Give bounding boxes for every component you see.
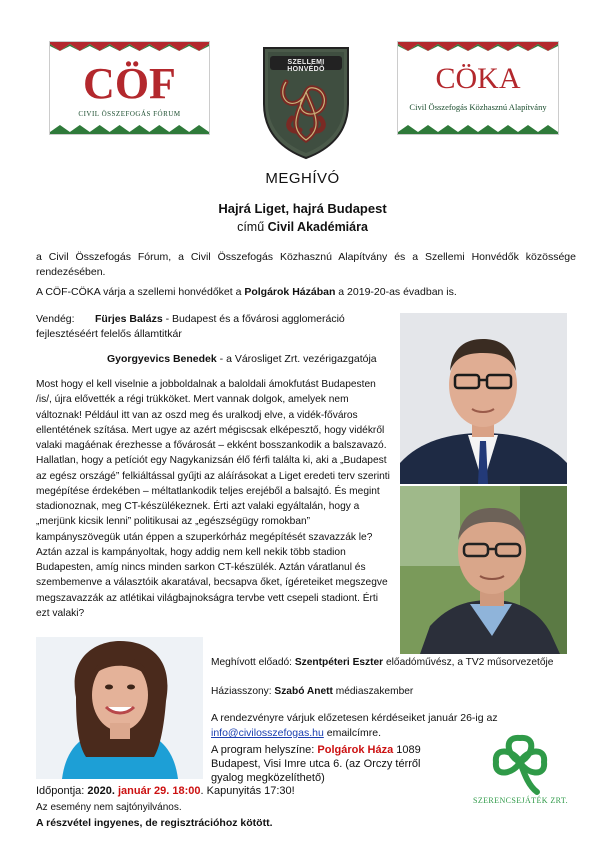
body-line: Most hogy el kell viselnie a jobboldalnak a baloldali ámokfutást Budapesten	[36, 379, 376, 390]
venue-note: gyalog megközelíthető)	[211, 772, 325, 784]
guest1-name: Fürjes Balázs	[94, 313, 163, 325]
portrait-man-glasses-icon	[400, 486, 567, 654]
event-title: Hajrá Liget, hajrá Budapest	[218, 201, 387, 216]
date-pre: Időpontja:	[36, 785, 88, 797]
szellemi-honvedo-logo	[258, 42, 354, 162]
questions-line2: emailcímre.	[323, 727, 381, 739]
body-line: Budapesten, amíg nincs minden sarkon CT-készülék. Aztán váratlanul és	[36, 562, 366, 573]
date-value: január 29. 18:00	[117, 785, 201, 797]
body-text	[36, 377, 396, 621]
date-year: 2020.	[87, 785, 118, 797]
host-line	[211, 685, 581, 699]
questions-line1: A rendezvényre várjuk előzetesen kérdéseiket január 26-ig az	[211, 712, 498, 724]
press-note: Az esemény nem sajtónyilvános.	[36, 802, 182, 813]
body-line: valaki magáénak érezhesse a fővárosát – ekként bosszankodik a balszavazó.	[36, 440, 387, 451]
body-line: ellentétének szítása. Mert ugye az azért mégiscsak elképesztő, hogy vidékről	[36, 424, 385, 436]
zigzag-border-top	[50, 42, 209, 51]
organizers-text: a Civil Összefogás Fórum, a Civil Összefogás Közhasznú Alapítvány és a Szellemi Honvédők közössége rendezésében.	[36, 251, 576, 278]
date-line	[36, 785, 366, 797]
venue-pre: A program helyszíne:	[211, 744, 318, 756]
host-name: Szabó Anett	[274, 686, 333, 697]
coka-logo	[397, 41, 559, 135]
registration-note: A részvétel ingyenes, de regisztrációhoz kötött.	[36, 817, 273, 829]
invite-post: a 2019-20-as évadban is.	[335, 286, 457, 298]
meghivo-title: MEGHÍVÓ	[265, 170, 340, 187]
guest2-photo	[400, 486, 567, 654]
body-line: kampányszövegük után éppen a szuperkórház megépítését szavazzák le?	[36, 531, 373, 543]
coka-subtitle: Civil Összefogás Közhasznú Alapítvány	[409, 102, 547, 112]
szellemi-honvedo-text: SZELLEMI HONVÉDŐ	[287, 59, 325, 73]
body-line: változnak! Például itt van az oszd meg és uralkodj elve, a vidék-főváros	[36, 409, 358, 421]
body-line: /is/, újra elővették a régi trükköket. Mert vannak dolgok, amelyek nem	[36, 394, 349, 406]
guest-2	[107, 352, 397, 366]
presenter-label: Meghívott előadó:	[211, 657, 295, 668]
four-leaf-clover-icon	[463, 728, 578, 796]
szerencsejatek-text: SZERENCSEJÁTÉK ZRT.	[473, 796, 568, 805]
coka-abbr: CÖKA	[435, 62, 521, 95]
host-label: Háziasszony:	[211, 686, 275, 697]
cof-abbr: CÖF	[83, 59, 176, 108]
portrait-woman-icon	[36, 637, 203, 779]
body-line: „merjünk kicsik lenni” politikusai az „egészségügy romokban”	[36, 516, 311, 528]
guest2-role: - a Városliget Zrt. vezérigazgatója	[216, 353, 377, 365]
series-subtitle	[0, 220, 605, 234]
body-line: Aztán azzal is kampányoltak, hogy addig nem kell nekik több stadion	[36, 546, 346, 558]
body-line: ezt valaki?	[36, 607, 85, 619]
invite-venue: Polgárok Házában	[244, 286, 336, 298]
body-line: Hallatlan, hogy a petíciót egy Nagykanizsán élő férfi találta ki, aki a „Budapest	[36, 455, 387, 467]
presenter-photo	[36, 637, 203, 779]
zigzag-border-top	[398, 42, 558, 51]
questions-text	[211, 711, 501, 741]
invite-text	[36, 285, 576, 299]
body-line: szembemenve a választóik akaratával, becsapva őket, ígéreteiket megszegve	[36, 577, 388, 589]
szerencsejatek-logo	[463, 728, 578, 810]
body-line: stadionoznak, meg CT-készülékeznek. Érti azt valaki egyáltalán, hogy a	[36, 501, 360, 512]
guest2-name: Gyorgyevics Benedek	[107, 353, 217, 365]
invite-pre: A CÖF-CÖKA várja a szellemi honvédőket a	[36, 286, 245, 298]
series-prefix: című	[237, 220, 268, 234]
contact-email-link[interactable]: info@civilosszefogas.hu	[211, 727, 324, 739]
body-line: megszavazzák az atlétikai világbajnokságra tervbe vett csepeli stadiont. Érti	[36, 592, 379, 604]
zigzag-border-bottom	[398, 125, 558, 134]
cof-logo	[49, 41, 210, 135]
series-name: Civil Akadémiára	[267, 220, 368, 234]
guest1-photo	[400, 313, 567, 484]
venue-zip: 1089	[393, 744, 421, 756]
zigzag-border-bottom	[50, 125, 209, 134]
host-role: médiaszakember	[332, 686, 414, 697]
venue-name: Polgárok Háza	[317, 744, 394, 756]
portrait-man-icon	[400, 313, 567, 484]
presenter-name: Szentpéteri Eszter	[294, 657, 384, 668]
presenter-role: előadóművész, a TV2 műsorvezetője	[383, 657, 554, 668]
guest1-role: - Budapest és a fővárosi agglomeráció	[162, 313, 345, 325]
guest-label: Vendég:	[36, 313, 75, 325]
venue-address: Budapest, Visi Imre utca 6. (az Orczy térről	[211, 758, 421, 770]
cof-subtitle: CIVIL ÖSSZEFOGÁS FÓRUM	[78, 110, 181, 118]
body-line: az egész országé” felkiáltással gyűjti az aláírásokat a Liget eredeti terv szerinti	[36, 470, 390, 482]
body-line: megépítése érdekében – méltatlankodik teljes erejéből a balsajtó. És megint	[36, 485, 380, 497]
guest1-role2: fejlesztéséért felelős államtitkár	[36, 328, 182, 340]
guest-1	[36, 312, 396, 342]
date-post: . Kapunyitás 17:30!	[200, 785, 295, 797]
presenter-line	[211, 656, 581, 670]
